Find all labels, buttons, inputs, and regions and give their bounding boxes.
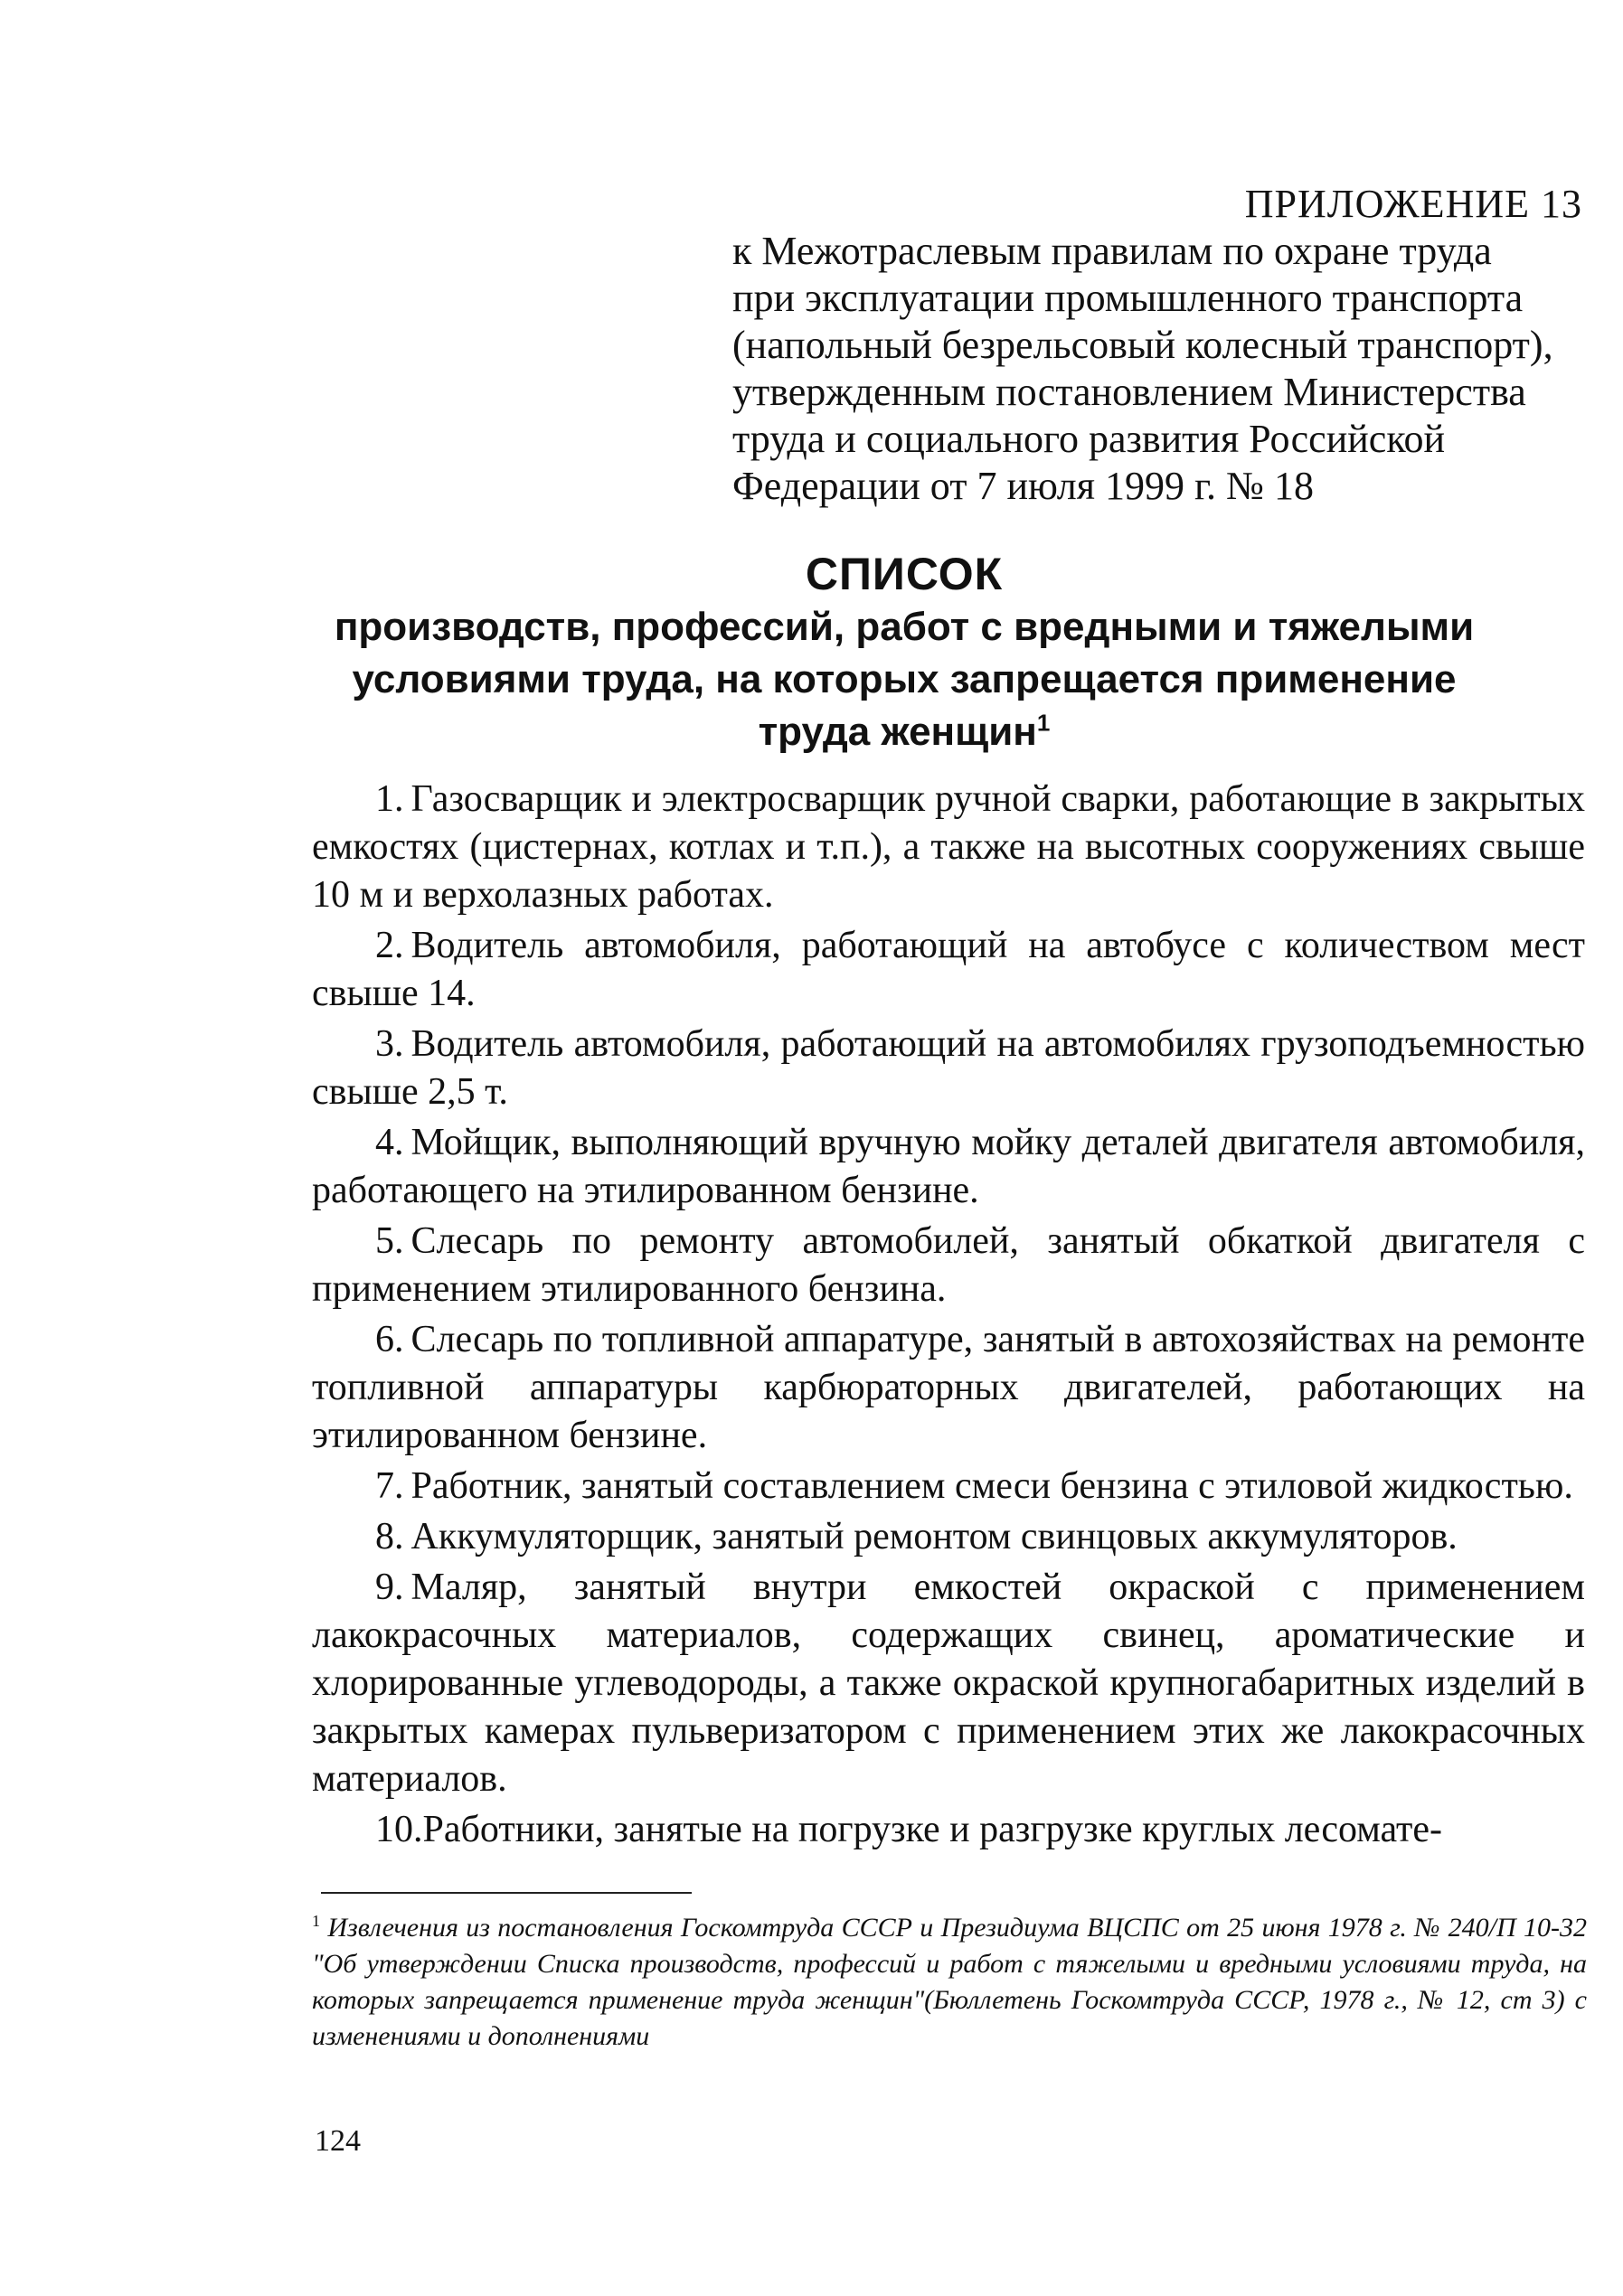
list-item: [312, 776, 1585, 919]
list-item: [312, 1021, 1585, 1116]
list-item: [312, 1463, 1585, 1510]
item-list: [312, 776, 1585, 1857]
item-number: 6.: [375, 1319, 404, 1360]
document-subtitle-text: труда женщин: [758, 710, 1037, 754]
appendix-header-line: Федерации от 7 июля 1999 г. № 18: [732, 464, 1315, 508]
list-item: [312, 1316, 1585, 1460]
item-number: 5.: [375, 1220, 404, 1262]
list-item: [312, 1806, 1585, 1854]
appendix-header-line: труда и социального развития Российской: [732, 417, 1446, 461]
document-subtitle-line: производств, профессий, работ с вредными и тяжелыми: [334, 605, 1475, 649]
footnote: [312, 1903, 1587, 2055]
appendix-header-line: утвержденным постановлением Министерства: [732, 370, 1526, 414]
item-text: Работники, занятые на погрузке и разгрузке круглых лесомате-: [422, 1809, 1443, 1850]
list-item: [312, 922, 1585, 1018]
footnote-divider: [321, 1892, 692, 1894]
item-number: 7.: [375, 1465, 404, 1507]
document-subtitle-line: [271, 706, 1537, 758]
item-number: 9.: [375, 1567, 404, 1608]
list-item: [312, 1513, 1585, 1561]
footnote-reference-mark: 1: [1036, 709, 1051, 737]
appendix-header-line: при эксплуатации промышленного транспорта: [732, 276, 1524, 320]
item-number: 4.: [375, 1122, 404, 1163]
item-text: Водитель автомобиля, работающий на автобусе с количеством мест свыше 14.: [312, 925, 1585, 1014]
item-number: 3.: [375, 1023, 404, 1065]
page-number: 124: [315, 2124, 361, 2158]
item-text: Аккумуляторщик, занятый ремонтом свинцовых аккумуляторов.: [410, 1516, 1458, 1557]
appendix-header: [732, 181, 1591, 510]
document-title: СПИСОК: [805, 549, 1004, 599]
item-text: Газосварщик и электросварщик ручной сварки, работающие в закрытых емкостях (цистернах, котлах и т.п.), а также на высотных сооружениях свыше 10 м и верхолазных работах.: [312, 778, 1585, 916]
item-number: 2.: [375, 925, 404, 966]
item-number: 10.: [375, 1809, 423, 1850]
appendix-header-line: (напольный безрельсовый колесный транспорт),: [732, 323, 1553, 367]
item-text: Слесарь по ремонту автомобилей, занятый обкаткой двигателя с применением этилированного бензина.: [312, 1220, 1585, 1310]
list-item: [312, 1218, 1585, 1313]
appendix-header-line: к Межотраслевым правилам по охране труда: [732, 229, 1492, 273]
document-title-block: [271, 547, 1537, 758]
document-subtitle-line: условиями труда, на которых запрещается применение: [352, 657, 1457, 701]
list-item: [312, 1564, 1585, 1803]
appendix-title: ПРИЛОЖЕНИЕ 13: [1244, 182, 1582, 226]
item-text: Маляр, занятый внутри емкостей окраской с применением лакокрасочных материалов, содержащих свинец, ароматические и хлорированные углеводороды, а также окраской крупногабаритных изделий в закрытых камерах пульверизатором с применением этих же лакокрасочных материалов.: [312, 1567, 1585, 1800]
footnote-mark: 1: [312, 1912, 320, 1930]
item-number: 1.: [375, 778, 404, 820]
item-text: Мойщик, выполняющий вручную мойку деталей двигателя автомобиля, работающего на этилированном бензине.: [312, 1122, 1585, 1211]
footnote-text: Извлечения из постановления Госкомтруда СССР и Президиума ВЦСПС от 25 июня 1978 г. № 240/П 10-32 "Об утверждении Списка производств, профессий и работ с тяжелыми и вредными условиями труда, на которых запрещается применение труда женщин"(Бюллетень Госкомтруда СССР, 1978 г., № 12, ст 3) с изменениями и дополнениями: [312, 1913, 1588, 2051]
item-text: Работник, занятый составлением смеси бензина с этиловой жидкостью.: [410, 1465, 1573, 1507]
item-text: Водитель автомобиля, работающий на автомобилях грузоподъемностью свыше 2,5 т.: [312, 1023, 1585, 1113]
item-number: 8.: [375, 1516, 404, 1557]
item-text: Слесарь по топливной аппаратуре, занятый в автохозяйствах на ремонте топливной аппаратуры карбюраторных двигателей, работающих на этилированном бензине.: [312, 1319, 1585, 1456]
list-item: [312, 1119, 1585, 1215]
